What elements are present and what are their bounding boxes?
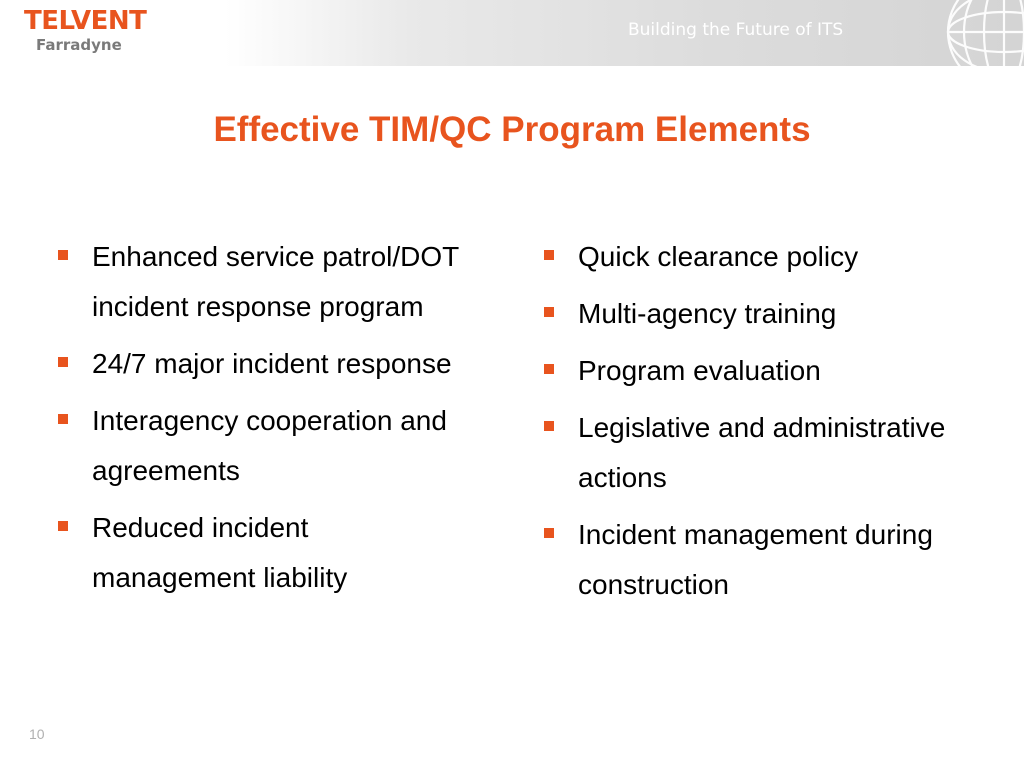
list-item: [540, 232, 980, 282]
square-bullet-icon: [544, 364, 554, 374]
list-item: [540, 403, 980, 503]
list-item: [540, 289, 980, 339]
right-bullet-list: [540, 232, 980, 617]
globe-icon: [932, 0, 1024, 66]
square-bullet-icon: [544, 421, 554, 431]
list-item: [54, 503, 474, 603]
left-bullet-list: [54, 232, 474, 610]
header-band: [0, 0, 1024, 66]
list-item-text: Legislative and administrative actions: [578, 412, 946, 493]
list-item-text: Interagency cooperation and agreements: [92, 405, 447, 486]
square-bullet-icon: [544, 528, 554, 538]
list-item: [54, 396, 474, 496]
list-item-text: Quick clearance policy: [578, 241, 859, 272]
list-item: [540, 510, 980, 610]
square-bullet-icon: [58, 357, 68, 367]
square-bullet-icon: [58, 521, 68, 531]
logo: [24, 6, 146, 54]
logo-main-text: TELVENT: [24, 6, 147, 36]
list-item-text: Incident management during construction: [578, 519, 933, 600]
list-item-text: Enhanced service patrol/DOT incident response program: [92, 241, 459, 322]
page-number: 10: [29, 726, 45, 742]
square-bullet-icon: [544, 307, 554, 317]
tagline: Building the Future of ITS: [628, 20, 844, 40]
list-item: [54, 339, 474, 389]
list-item-text: Multi-agency training: [578, 298, 837, 329]
logo-sub-text: Farradyne: [36, 36, 122, 54]
list-item-text: 24/7 major incident response: [92, 348, 452, 379]
list-item: [540, 346, 980, 396]
square-bullet-icon: [544, 250, 554, 260]
square-bullet-icon: [58, 414, 68, 424]
list-item-text: Reduced incident management liability: [92, 512, 348, 593]
square-bullet-icon: [58, 250, 68, 260]
list-item-text: Program evaluation: [578, 355, 821, 386]
slide-title: Effective TIM/QC Program Elements: [213, 110, 811, 149]
list-item: [54, 232, 474, 332]
